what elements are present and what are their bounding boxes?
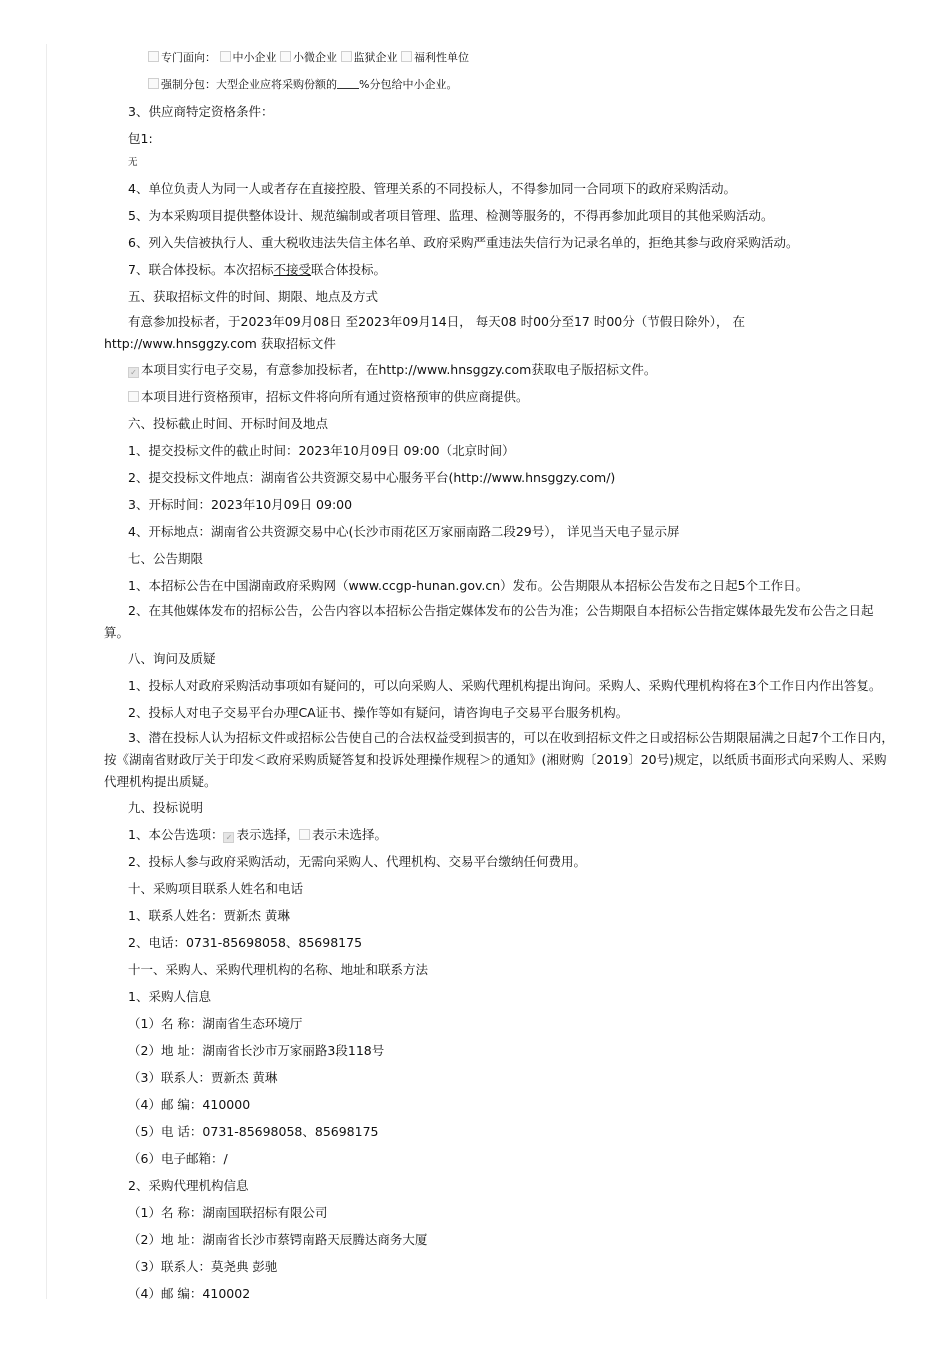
agency-heading: 2、采购代理机构信息	[128, 1178, 249, 1193]
buyer-name: （1）名 称：湖南省生态环境厅	[128, 1016, 303, 1031]
s5-option-electronic	[104, 358, 896, 382]
s7-line-2: 2、在其他媒体发布的招标公告，公告内容以本招标公告指定媒体发布的公告为准；公告期限自本招标公告指定媒体最先发布公告之日起算。	[104, 603, 874, 640]
subcontract-row	[104, 73, 896, 97]
buyer-contact: （3）联系人：贾新杰 黄琳	[128, 1070, 278, 1085]
checkbox-checked-icon[interactable]: ✓	[223, 832, 234, 843]
section-6-heading: 六、投标截止时间、开标时间及地点	[128, 416, 329, 431]
section-7-heading: 七、公告期限	[128, 551, 204, 566]
s7-line-1: 1、本招标公告在中国湖南政府采购网（www.ccgp-hunan.gov.cn）发布。公告期限从本招标公告发布之日起5个工作日。	[128, 578, 809, 593]
s6-line-3: 3、开标时间：2023年10月09日 09:00	[128, 497, 353, 512]
buyer-phone: （5）电 话：0731-85698058、85698175	[128, 1124, 379, 1139]
s9-line-1-text: 1、本公告选项：	[128, 827, 224, 842]
subcontract-text-b: %分包给中小企业。	[359, 78, 458, 91]
s6-line-1: 1、提交投标文件的截止时间：2023年10月09日 09:00（北京时间）	[128, 443, 515, 458]
qual-item-7-text: 7、联合体投标。本次招标	[128, 262, 274, 277]
subcontract-text-a: 强制分包：大型企业应将采购份额的	[161, 78, 337, 91]
checkbox-unchecked-icon[interactable]	[401, 51, 412, 62]
targets-label: 专门面向：	[161, 51, 216, 64]
qual-item-7-end: 联合体投标。	[310, 262, 386, 277]
s10-line-1: 1、联系人姓名：贾新杰 黄琳	[128, 908, 290, 923]
s5-option-electronic-text: 本项目实行电子交易，有意参加投标者，在http://www.hnsggzy.com获取电子版招标文件。	[141, 362, 657, 377]
s9-line-1	[104, 823, 896, 847]
section-8-heading: 八、询问及质疑	[128, 651, 216, 666]
checkbox-unchecked-icon[interactable]	[280, 51, 291, 62]
checkbox-unchecked-icon[interactable]	[220, 51, 231, 62]
checkbox-unchecked-icon[interactable]	[128, 391, 139, 402]
qual-item-6: 6、列入失信被执行人、重大税收违法失信主体名单、政府采购严重违法失信行为记录名单的，拒绝其参与政府采购活动。	[128, 235, 799, 250]
s6-line-4: 4、开标地点：湖南省公共资源交易中心(长沙市雨花区万家丽南路二段29号）， 详见当天电子显示屏	[128, 524, 680, 539]
agency-name: （1）名 称：湖南国联招标有限公司	[128, 1205, 328, 1220]
s10-line-2: 2、电话：0731-85698058、85698175	[128, 935, 363, 950]
target-micro: 小微企业	[293, 51, 337, 64]
target-sme: 中小企业	[232, 51, 277, 64]
blank-field	[337, 77, 359, 89]
agency-address: （2）地 址：湖南省长沙市蔡锷南路天辰腾达商务大厦	[128, 1232, 428, 1247]
checkbox-unchecked-icon[interactable]	[148, 78, 159, 89]
s5-option-prequal-text: 本项目进行资格预审，招标文件将向所有通过资格预审的供应商提供。	[141, 389, 529, 404]
qual-none: 无	[128, 157, 138, 168]
s5-option-prequal	[104, 385, 896, 409]
qual-item-7-underline: 不接受	[273, 262, 311, 277]
qual-package: 包1:	[128, 131, 153, 146]
buyer-heading: 1、采购人信息	[128, 989, 211, 1004]
section-5-heading: 五、获取招标文件的时间、期限、地点及方式	[128, 289, 379, 304]
s9-selected-text: 表示选择，	[236, 827, 299, 842]
agency-contact: （3）联系人：莫尧典 彭驰	[128, 1259, 278, 1274]
buyer-email: （6）电子邮箱：/	[128, 1151, 228, 1166]
notice-document	[104, 46, 896, 1306]
s8-line-3: 3、潜在投标人认为招标文件或招标公告使自己的合法权益受到损害的，可以在收到招标文件之日或招标公告期限届满之日起7个工作日内，按《湖南省财政厅关于印发＜政府采购质疑答复和投诉处理操作规程＞的通知》(湘财购〔2019〕20号)规定，以纸质书面形式向采购人、采购代理机构提出质疑。	[104, 730, 894, 789]
checkbox-unchecked-icon[interactable]	[148, 51, 159, 62]
checkbox-unchecked-icon[interactable]	[299, 829, 310, 840]
s9-line-2: 2、投标人参与政府采购活动，无需向采购人、代理机构、交易平台缴纳任何费用。	[128, 854, 586, 869]
s9-unselected-text: 表示未选择。	[311, 827, 387, 842]
s8-line-1: 1、投标人对政府采购活动事项如有疑问的，可以向采购人、采购代理机构提出询问。采购人、采购代理机构将在3个工作日内作出答复。	[128, 678, 882, 693]
section-11-heading: 十一、采购人、采购代理机构的名称、地址和联系方法	[128, 962, 429, 977]
qual-item-4: 4、单位负责人为同一人或者存在直接控股、管理关系的不同投标人，不得参加同一合同项下的政府采购活动。	[128, 181, 736, 196]
left-margin-rule	[46, 44, 47, 1299]
qual-item-5: 5、为本采购项目提供整体设计、规范编制或者项目管理、监理、检测等服务的，不得再参加此项目的其他采购活动。	[128, 208, 774, 223]
section-5-text: 有意参加投标者，于2023年09月08日 至2023年09月14日， 每天08 时00分至17 时00分（节假日除外）， 在http://www.hnsggzy.com 获取招标文件	[104, 314, 745, 351]
s8-line-2: 2、投标人对电子交易平台办理CA证书、操作等如有疑问，请咨询电子交易平台服务机构。	[128, 705, 629, 720]
section-10-heading: 十、采购项目联系人姓名和电话	[128, 881, 304, 896]
agency-postcode: （4）邮 编：410002	[128, 1286, 251, 1301]
target-prison: 监狱企业	[353, 51, 398, 64]
buyer-address: （2）地 址：湖南省长沙市万家丽路3段118号	[128, 1043, 385, 1058]
checkbox-checked-icon[interactable]: ✓	[128, 367, 139, 378]
target-welfare: 福利性单位	[414, 51, 469, 64]
section-9-heading: 九、投标说明	[128, 800, 204, 815]
targets-row	[104, 46, 896, 70]
checkbox-unchecked-icon[interactable]	[341, 51, 352, 62]
s6-line-2: 2、提交投标文件地点：湖南省公共资源交易中心服务平台(http://www.hnsggzy.com/)	[128, 470, 616, 485]
buyer-postcode: （4）邮 编：410000	[128, 1097, 251, 1112]
qual-heading: 3、供应商特定资格条件：	[128, 104, 274, 119]
qual-item-7	[104, 258, 896, 282]
